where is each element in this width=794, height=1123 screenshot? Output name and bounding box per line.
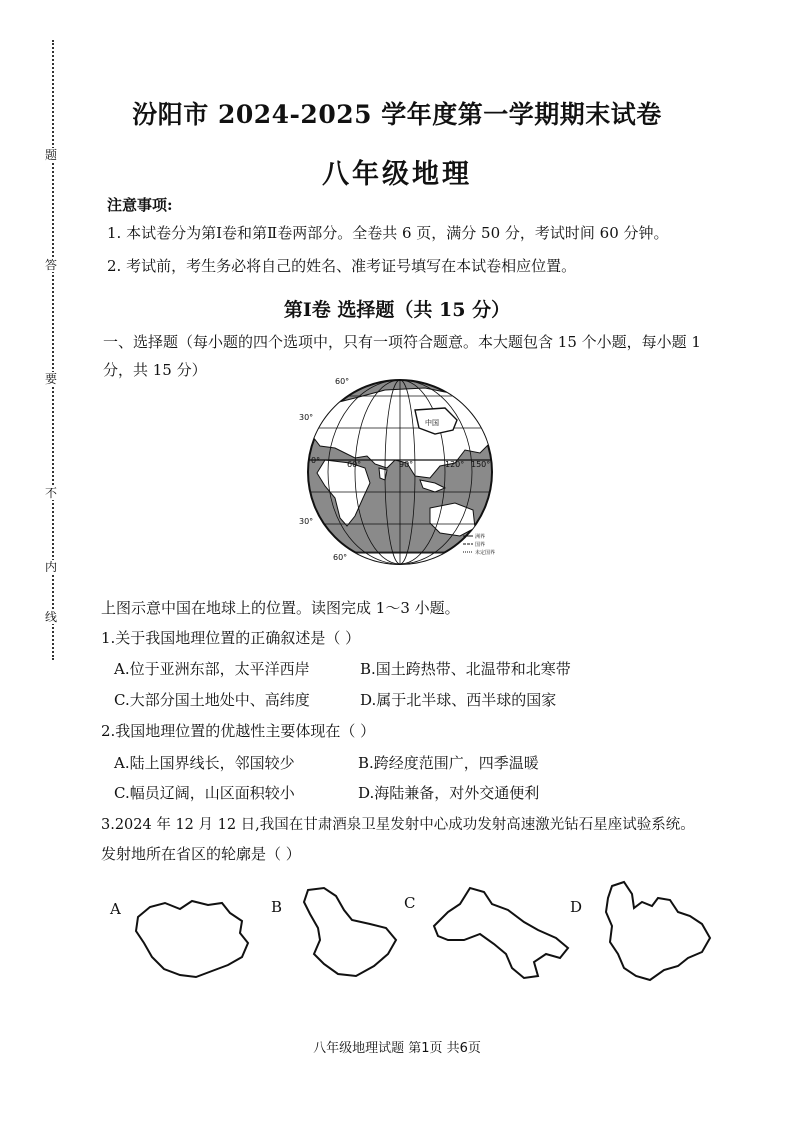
q1-option-b: B.国土跨热带、北温带和北寒带 (360, 660, 571, 678)
globe-map (295, 368, 505, 573)
lon-label-150: 150° (471, 460, 491, 469)
notice-heading: 注意事项: (107, 196, 173, 214)
lon-label-90: 90° (399, 460, 414, 469)
q2-stem: 2.我国地理位置的优越性主要体现在（ ） (101, 722, 376, 740)
section-title: 第Ⅰ卷 选择题（共 15 分） (283, 299, 511, 321)
margin-char-6: 线 (45, 610, 58, 624)
margin-char-1: 题 (45, 148, 58, 162)
lat-label-30s: 30° (299, 517, 314, 526)
q1-option-d: D.属于北半球、西半球的国家 (360, 691, 557, 709)
q3-stem-line1: 3.2024 年 12 月 12 日,我国在甘肃酒泉卫星发射中心成功发射高速激光钻石星座试验系统。 (101, 817, 695, 833)
legend-continent-boundary: 洲界 (475, 534, 486, 540)
q2-option-a: A.陆上国界线长，邻国较少 (114, 754, 295, 772)
q2-option-c: C.幅员辽阔，山区面积较小 (114, 784, 295, 802)
notice-item-1: 1. 本试卷分为第Ⅰ卷和第Ⅱ卷两部分。全卷共 6 页，满分 50 分，考试时间 60 分钟。 (107, 224, 669, 242)
lat-label-30n: 30° (299, 413, 314, 422)
margin-char-4: 不 (45, 486, 58, 500)
globe-svg (295, 368, 505, 573)
legend-undetermined-boundary: 未定国界 (475, 550, 496, 556)
q1-option-c: C.大部分国土地处中、高纬度 (114, 691, 310, 709)
lon-label-60: 60° (347, 460, 362, 469)
lat-label-60s: 60° (333, 553, 348, 562)
exam-subject: 八年级地理 (322, 159, 472, 190)
lat-label-0: 0° (311, 456, 321, 465)
page-footer: 八年级地理试题 第1页 共6页 (313, 1041, 481, 1056)
q1-option-a: A.位于亚洲东部，太平洋西岸 (114, 660, 310, 678)
q3-stem-line2: 发射地所在省区的轮廓是（ ） (101, 845, 301, 863)
outline-b-heilongjiang (296, 884, 406, 984)
margin-char-3: 要 (45, 372, 58, 386)
china-label: 中国 (425, 419, 439, 427)
q2-option-b: B.跨经度范围广，四季温暖 (358, 754, 539, 772)
notice-item-2: 2. 考试前，考生务必将自己的姓名、准考证号填写在本试卷相应位置。 (107, 257, 577, 275)
q3-option-d-label: D (570, 898, 583, 916)
outline-d-yunnan (598, 876, 723, 986)
outline-a-tibet (130, 895, 255, 985)
section-instruction-line2: 分，共 15 分） (103, 361, 207, 379)
q1-stem: 1.关于我国地理位置的正确叙述是（ ） (101, 629, 361, 647)
q2-option-d: D.海陆兼备，对外交通便利 (358, 784, 540, 802)
q3-option-c-label: C (404, 894, 416, 912)
legend-national-boundary: 国界 (475, 542, 486, 548)
q3-option-a-label: A (110, 900, 121, 918)
question-intro: 上图示意中国在地球上的位置。读图完成 1～3 小题。 (101, 599, 460, 617)
lon-label-120: 120° (445, 460, 465, 469)
globe-legend (463, 533, 495, 556)
lat-label-60n: 60° (335, 377, 350, 386)
q3-option-b-label: B (271, 898, 283, 916)
section-instruction-line1: 一、选择题（每小题的四个选项中，只有一项符合题意。本大题包含 15 个小题，每小题 1 (103, 333, 701, 351)
margin-char-2: 答 (45, 258, 58, 272)
exam-title: 汾阳市 2024-2025 学年度第一学期期末试卷 (132, 100, 662, 129)
outline-c-gansu (428, 882, 573, 982)
margin-char-5: 内 (45, 560, 58, 574)
